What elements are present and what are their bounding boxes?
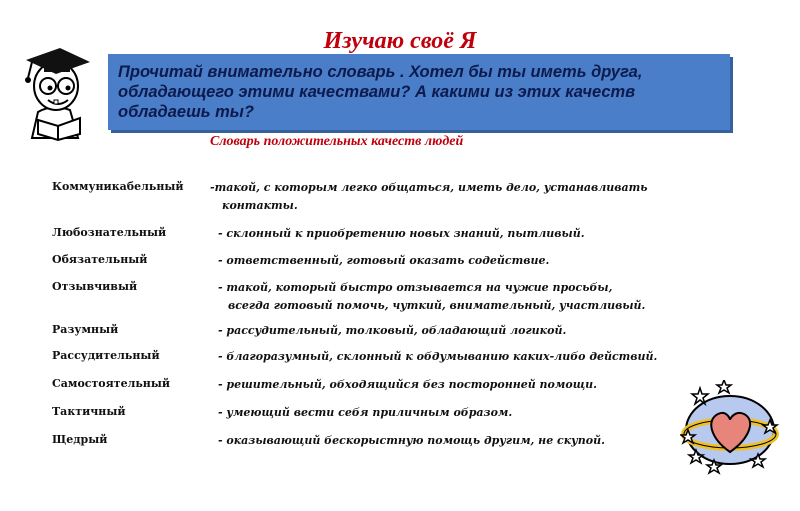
- term-definition: - ответственный, готовый оказать содействие.: [218, 254, 550, 267]
- term-definition: - решительный, обходящийся без посторонней помощи.: [218, 378, 597, 391]
- term-label: Любознательный: [52, 226, 167, 239]
- dictionary-subtitle: Словарь положительных качеств людей: [210, 134, 464, 149]
- term-label: Рассудительный: [52, 349, 160, 362]
- term-definition: - такой, который быстро отзывается на чужие просьбы, всегда готовый помочь, чуткий, внимательный, участливый.: [218, 281, 646, 312]
- term-definition: - умеющий вести себя приличным образом.: [218, 406, 513, 419]
- term-label: Обязательный: [52, 253, 148, 266]
- term-label: Отзывчивый: [52, 280, 138, 293]
- instruction-text: Прочитай внимательно словарь . Хотел бы ты иметь друга, обладающего этими качествами? А какими из этих качеств обладаешь ты?: [118, 63, 643, 121]
- term-label: Тактичный: [52, 405, 126, 418]
- heart-planet-icon: [680, 380, 780, 480]
- term-label: Самостоятельный: [52, 377, 171, 390]
- page-title: Изучаю своё Я: [323, 28, 477, 54]
- instruction-banner: [108, 54, 730, 130]
- term-label: Коммуникабельный: [52, 180, 184, 193]
- term-definition: -такой, с которым легко общаться, иметь дело, устанавливать контакты.: [210, 181, 648, 212]
- term-label: Щедрый: [52, 433, 108, 446]
- term-definition: - оказывающий бескорыстную помощь другим, не скупой.: [218, 434, 605, 447]
- term-label: Разумный: [52, 323, 119, 336]
- term-definition: - склонный к приобретению новых знаний, пытливый.: [218, 227, 585, 240]
- term-definition: - благоразумный, склонный к обдумыванию каких-либо действий.: [218, 350, 658, 363]
- term-definition: - рассудительный, толковый, обладающий логикой.: [218, 324, 567, 337]
